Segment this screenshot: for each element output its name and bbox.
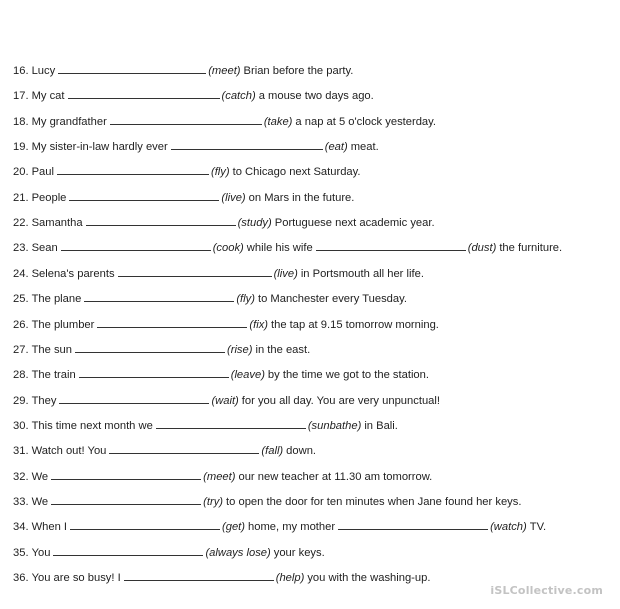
answer-blank[interactable] [59,394,209,404]
verb-cue: (rise) [227,343,253,356]
verb-cue: (take) [263,115,293,128]
sentence-text: a mouse two days ago. [258,90,374,103]
exercise-item [13,88,612,104]
sentence-text: in Bali. [364,419,398,432]
sentence-text: They [31,394,57,407]
sentence-text: My cat [31,90,65,103]
sentence-text: your keys. [273,546,325,559]
answer-blank[interactable] [109,444,259,454]
item-number: 16. [13,65,29,77]
sentence-text: The sun [31,343,72,356]
sentence-text: You [31,546,51,559]
exercise-item [13,519,612,535]
answer-blank[interactable] [51,495,201,505]
sentence-text: Lucy [31,65,56,77]
verb-cue: (fly) [210,166,230,179]
exercise-item [13,367,612,383]
sentence-text: Sean [31,242,58,255]
exercise-item [13,317,612,333]
answer-blank[interactable] [75,343,225,353]
exercise-item [13,418,612,434]
sentence-text: We [31,495,49,508]
sentence-text: to open the door for ten minutes when Jane found her keys. [226,495,522,508]
item-number: 33. [13,495,29,508]
sentence-text: When I [31,521,68,534]
item-number: 25. [13,293,29,306]
item-number: 31. [13,445,29,458]
answer-blank[interactable] [156,419,306,429]
answer-blank[interactable] [57,165,209,175]
sentence-text: The train [31,369,76,382]
verb-cue: (fix) [249,318,269,331]
answer-blank[interactable] [51,470,201,480]
sentence-text: to Chicago next Saturday. [232,166,361,179]
item-number: 30. [13,419,29,432]
sentence-text: on Mars in the future. [248,191,355,204]
answer-blank[interactable] [110,115,262,125]
answer-blank[interactable] [68,89,220,99]
sentence-text: meat. [350,141,379,154]
item-number: 17. [13,90,29,103]
sentence-text: The plane [31,293,82,306]
sentence-text: TV. [529,521,547,534]
sentence-text: People [31,191,67,204]
item-number: 20. [13,166,29,179]
verb-cue: (help) [275,572,305,584]
exercise-item [13,545,612,561]
verb-cue: (try) [203,495,224,508]
sentence-text: down. [286,445,317,458]
answer-blank[interactable] [118,267,272,277]
exercise-item [13,291,612,307]
answer-blank[interactable] [61,241,211,251]
sentence-text: This time next month we [31,419,153,432]
sentence-text: the tap at 9.15 tomorrow morning. [271,318,439,331]
sentence-text: We [31,470,49,483]
exercise-item [13,266,612,282]
exercise-item [13,215,612,231]
sentence-text: in Portsmouth all her life. [300,267,424,280]
item-number: 29. [13,394,29,407]
verb-cue: (meet) [208,65,241,77]
item-number: 35. [13,546,29,559]
verb-cue: (leave) [230,369,265,382]
verb-cue: (live) [273,267,298,280]
answer-blank[interactable] [97,318,247,328]
sentence-text: the furniture. [499,242,563,255]
watermark: iSLCollective.com [490,584,603,597]
item-number: 21. [13,191,29,204]
verb-cue: (meet) [203,470,236,483]
exercise-item [13,342,612,358]
verb-cue: (always lose) [205,546,271,559]
answer-blank[interactable] [70,520,220,530]
exercise-item [13,63,612,79]
sentence-text: Portuguese next academic year. [274,217,435,230]
sentence-text: our new teacher at 11.30 am tomorrow. [238,470,433,483]
verb-cue: (watch) [490,521,527,534]
verb-cue: (sunbathe) [307,419,362,432]
verb-cue: (study) [237,217,272,230]
verb-cue: (catch) [221,90,256,103]
sentence-text: Watch out! You [31,445,107,458]
exercise-item [13,190,612,206]
sentence-text: by the time we got to the station. [267,369,429,382]
exercise-item [13,240,612,256]
answer-blank[interactable] [69,191,219,201]
answer-blank[interactable] [338,520,488,530]
sentence-text: you with the washing-up. [307,572,431,584]
sentence-text: My grandfather [31,115,107,128]
item-number: 22. [13,217,29,230]
answer-blank[interactable] [316,241,466,251]
sentence-text: in the east. [255,343,311,356]
item-number: 18. [13,115,29,128]
sentence-text: a nap at 5 o'clock yesterday. [295,115,437,128]
answer-blank[interactable] [124,571,274,581]
item-number: 36. [13,572,29,584]
sentence-text: Samantha [31,217,83,230]
verb-cue: (fly) [236,293,255,306]
sentence-text: My sister-in-law hardly ever [31,141,168,154]
exercise-item [13,114,612,130]
answer-blank[interactable] [84,292,234,302]
verb-cue: (dust) [467,242,497,255]
sentence-text: Paul [31,166,54,179]
exercise-item [13,393,612,409]
sentence-text: The plumber [31,318,95,331]
sentence-text: Selena's parents [31,267,115,280]
item-number: 27. [13,343,29,356]
sentence-text: Brian before the party. [243,65,354,77]
sentence-text: to Manchester every Tuesday. [257,293,407,306]
answer-blank[interactable] [53,546,203,556]
answer-blank[interactable] [58,64,206,74]
exercise-item [13,469,612,485]
item-number: 19. [13,141,29,154]
answer-blank[interactable] [171,140,323,150]
verb-cue: (cook) [212,242,244,255]
sentence-text: while his wife [246,242,313,255]
item-number: 32. [13,470,29,483]
verb-cue: (wait) [211,394,239,407]
exercise-item [13,443,612,459]
sentence-text: home, my mother [248,521,336,534]
sentence-text: for you all day. You are very unpunctual! [241,394,440,407]
item-number: 26. [13,318,29,331]
verb-cue: (live) [221,191,246,204]
item-number: 23. [13,242,29,255]
verb-cue: (eat) [324,141,348,154]
item-number: 28. [13,369,29,382]
verb-cue: (fall) [261,445,284,458]
exercise-item [13,494,612,510]
sentence-text: You are so busy! I [31,572,121,584]
item-number: 24. [13,267,29,280]
answer-blank[interactable] [79,368,229,378]
verb-cue: (get) [222,521,246,534]
item-number: 34. [13,521,29,534]
exercise-item [13,164,612,180]
exercise-item [13,139,612,155]
answer-blank[interactable] [86,216,236,226]
